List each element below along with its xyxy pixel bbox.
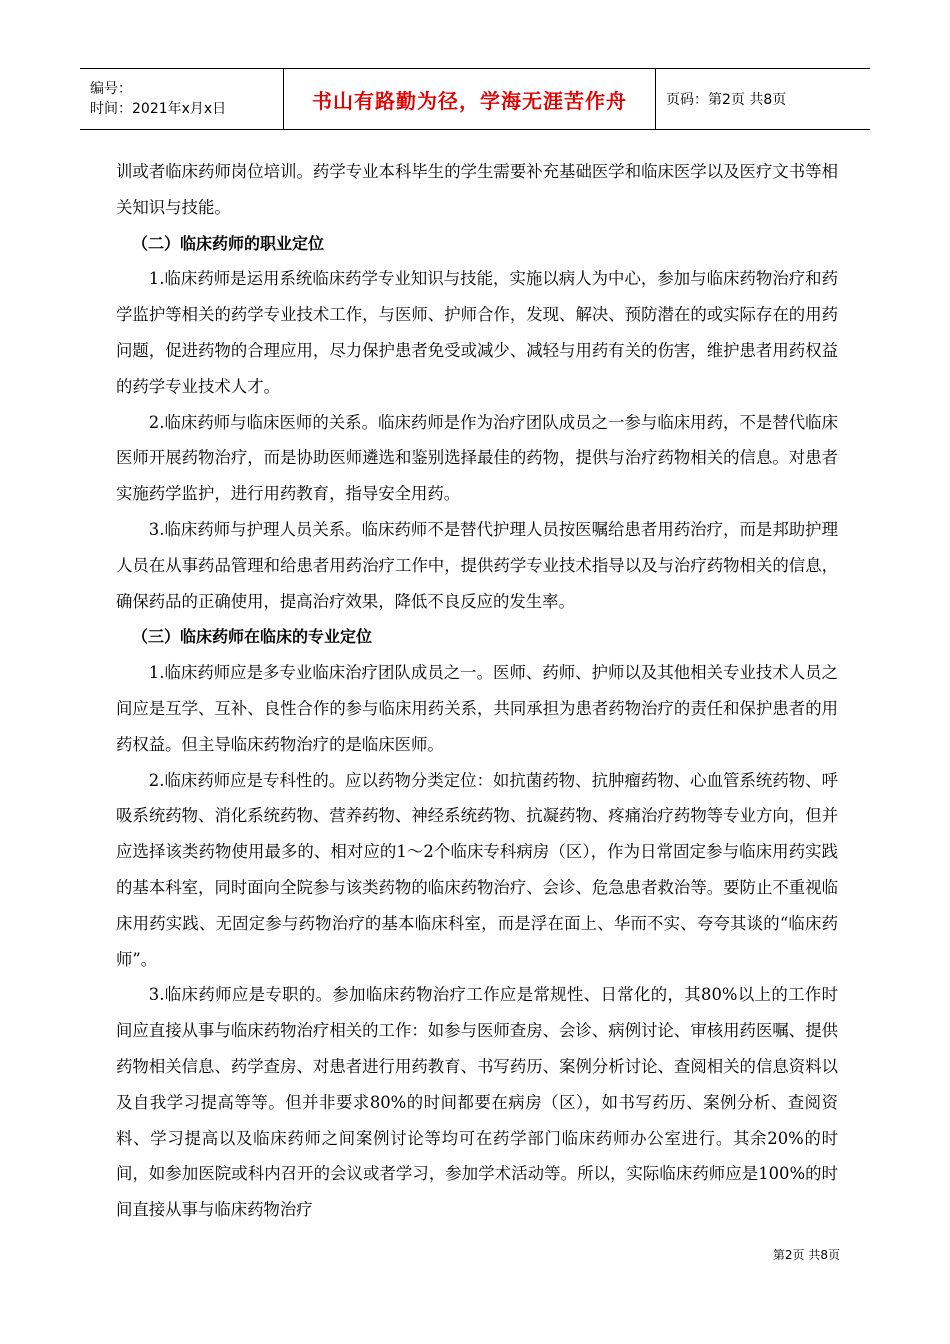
section-heading-2: （二）临床药师的职业定位 <box>132 233 325 253</box>
paragraph-physician-relation: 2.临床药师与临床医师的关系。临床药师是作为治疗团队成员之一参与临床用药，不是替代临床医师开展药物治疗，而是协助医师遴选和鉴别选择最佳的药物，提供与治疗药物相关的信息。对患者实施药学监护，进行用药教育，指导安全用药。 <box>116 412 838 504</box>
document-date-label: 时间：2021年x月x日 <box>90 101 227 117</box>
paragraph-full-time: 3.临床药师应是专职的。参加临床药物治疗工作应是常规性、日常化的，其80%以上的工作时间应直接从事与临床药物治疗相关的工作：如参与医师查房、会诊、病例讨论、审核用药医嘱、提供药物相关信息、药学查房、对患者进行用药教育、书写药历、案例分析讨论、查阅相关的信息资料以及自我学习提高等等。但并非要求80%的时间都要在病房（区），如书写药历、案例分析、查阅资料、学习提高以及临床药师之间案例讨论等均可在药学部门临床药师办公室进行。其余20%的时间，如参加医院或科内召开的会议或者学习，参加学术活动等。所以，实际临床药师应是100%的时间直接从事与临床药物治疗 <box>116 985 838 1220</box>
paragraph-team-member: 1.临床药师应是多专业临床治疗团队成员之一。医师、药师、护师以及其他相关专业技术人员之间应是互学、互补、良性合作的参与临床用药关系，共同承担为患者药物治疗的责任和保护患者的用药权益。但主导临床药物治疗的是临床医师。 <box>116 663 838 754</box>
header-page-cell <box>656 69 870 129</box>
document-body <box>116 154 838 1228</box>
header-motto-cell <box>284 69 656 129</box>
header-meta <box>80 69 284 129</box>
paragraph-role-definition: 1.临床药师是运用系统临床药学专业知识与技能，实施以病人为中心，参加与临床药物治疗和药学监护等相关的药学专业技术工作，与医师、护师合作，发现、解决、预防潜在的或实际存在的用药问题，促进药物的合理应用，尽力保护患者免受或减少、减轻与用药有关的伤害，维护患者用药权益的药学专业技术人才。 <box>116 269 838 396</box>
document-number-label: 编号： <box>90 81 132 97</box>
section-heading-3: （三）临床药师在临床的专业定位 <box>132 627 373 647</box>
paragraph-continued: 训或者临床药师岗位培训。药学专业本科毕生的学生需要补充基础医学和临床医学以及医疗文书等相关知识与技能。 <box>116 162 838 217</box>
header-page-number: 页码：第2页 共8页 <box>666 92 787 108</box>
header-motto: 书山有路勤为径，学海无涯苦作舟 <box>312 88 627 113</box>
page-header <box>80 68 870 130</box>
paragraph-nurse-relation: 3.临床药师与护理人员关系。临床药师不是替代护理人员按医嘱给患者用药治疗，而是邦助护理人员在从事药品管理和给患者用药治疗工作中，提供药学专业技术指导以及与治疗药物相关的信息，确保药品的正确使用，提高治疗效果，降低不良反应的发生率。 <box>116 519 838 611</box>
page-footer: 第2页 共8页 <box>772 1248 840 1262</box>
paragraph-specialty: 2.临床药师应是专科性的。应以药物分类定位：如抗菌药物、抗肿瘤药物、心血管系统药物、呼吸系统药物、消化系统药物、营养药物、神经系统药物、抗凝药物、疼痛治疗药物等专业方向，但并应选择该类药物使用最多的、相对应的1～2个临床专科病房（区），作为日常固定参与临床用药实践的基本科室，同时面向全院参与该类药物的临床药物治疗、会诊、危急患者救治等。要防止不重视临床用药实践、无固定参与药物治疗的基本临床科室，而是浮在面上、华而不实、夸夸其谈的“临床药师”。 <box>116 770 838 969</box>
